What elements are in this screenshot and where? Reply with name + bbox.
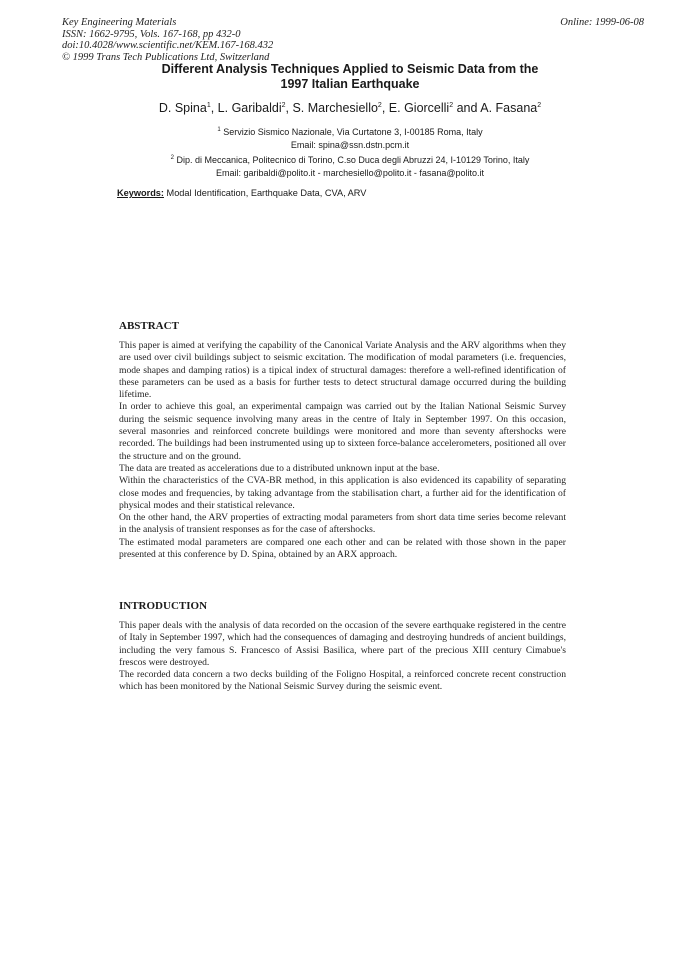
- author: E. Giorcelli$^2$ and: [388, 101, 481, 115]
- abstract-paragraph: This paper is aimed at verifying the capability of the Canonical Variate Analysis and the ARV algorithms when they are used over civil buildings subject to seismic excitation. The modification of modal parameters (i.e. frequencies, mode shapes and damping ratios) is a tipical index of structural damages: therefore a well-refined identification of these parameters can be used as a basis for further tests to detect structural damage occurred during the building lifetime.: [119, 340, 566, 401]
- author: D. Spina$^1$,: [158, 101, 218, 115]
- affiliation-address: $^1$ Servizio Sismico Nazionale, Via Curtatone 3, I-00185 Roma, Italy: [217, 127, 483, 137]
- abstract-paragraph: The data are treated as accelerations due to a distributed unknown input at the base.: [119, 462, 440, 474]
- affiliation-1: [60, 124, 640, 152]
- doi-line: doi:10.4028/www.scientific.net/KEM.167-168.432: [62, 40, 274, 51]
- abstract-paragraph: Within the characteristics of the CVA-BR method, in this application is also evidenced its capability of separating close modes and frequencies, by taking advantage from the stabilisation chart, a further aid for the identification of physical modes and their statistical relevance.: [119, 475, 566, 511]
- affiliation-2: [60, 152, 640, 180]
- publication-info: [62, 17, 273, 63]
- affiliation-email: Email: garibaldi@polito.it - marchesiello@polito.it - fasana@polito.it: [215, 168, 485, 178]
- abstract-body: [119, 340, 566, 561]
- title-line-1: Different Analysis Techniques Applied to Seismic Data from the: [161, 62, 539, 76]
- keywords-label: Keywords:: [117, 188, 164, 198]
- abstract-paragraph: On the other hand, the ARV properties of extracting modal parameters from short data time series become relevant in the analysis of transient responses as for the case of aftershocks.: [119, 512, 566, 536]
- author-list: [60, 101, 640, 115]
- affiliation-address: $^2$ Dip. di Meccanica, Politecnico di Torino, C.so Duca degli Abruzzi 24, I-10129 Torino, Italy: [170, 155, 530, 165]
- author: S. Marchesiello$^2$,: [292, 101, 389, 115]
- keywords-text: Modal Identification, Earthquake Data, CVA, ARV: [166, 188, 367, 198]
- journal-name: Key Engineering Materials: [62, 17, 177, 28]
- keywords-line: [117, 188, 366, 198]
- author: A. Fasana$^2$: [480, 101, 542, 115]
- introduction-paragraph: This paper deals with the analysis of data recorded on the occasion of the severe earthquake registered in the centre of Italy in September 1997, which had the consequences of damaging and destroying hundreds of ancient buildings, including the very famous S. Francesco of Assisi Basilica, where part of the precious XIII century Cimabue's frescos were destroyed.: [119, 620, 566, 668]
- paper-title: [60, 62, 640, 92]
- abstract-heading: ABSTRACT: [119, 320, 179, 332]
- author: L. Garibaldi$^2$,: [217, 101, 293, 115]
- introduction-heading: INTRODUCTION: [119, 600, 208, 612]
- copyright-line: © 1999 Trans Tech Publications Ltd, Switzerland: [62, 51, 270, 63]
- introduction-body: [119, 620, 566, 694]
- abstract-paragraph: The estimated modal parameters are compared one each other and can be related with those shown in the paper presented at this conference by D. Spina, obtained by an ARX approach.: [119, 536, 566, 561]
- online-date: Online: 1999-06-08: [560, 17, 644, 28]
- issn-line: ISSN: 1662-9795, Vols. 167-168, pp 432-0: [62, 28, 241, 40]
- title-line-2: 1997 Italian Earthquake: [280, 77, 420, 91]
- introduction-paragraph: The recorded data concern a two decks building of the Foligno Hospital, a reinforced concrete recent construction which has been monitored by the National Seismic Survey during the seismic event.: [119, 669, 566, 693]
- affiliation-email: Email: spina@ssn.dstn.pcm.it: [290, 140, 410, 150]
- abstract-paragraph: In order to achieve this goal, an experimental campaign was carried out by the Italian National Seismic Survey during the seismic sequence involving many areas in the centre of Italy in September 1997. On this occasion, several masonries and reinforced concrete buildings were monitored and more than seventy aftershocks were recorded. The buildings had been instrumented using up to sixteen force-balance accelerometers, positioned all over the structure and on the ground.: [119, 401, 566, 462]
